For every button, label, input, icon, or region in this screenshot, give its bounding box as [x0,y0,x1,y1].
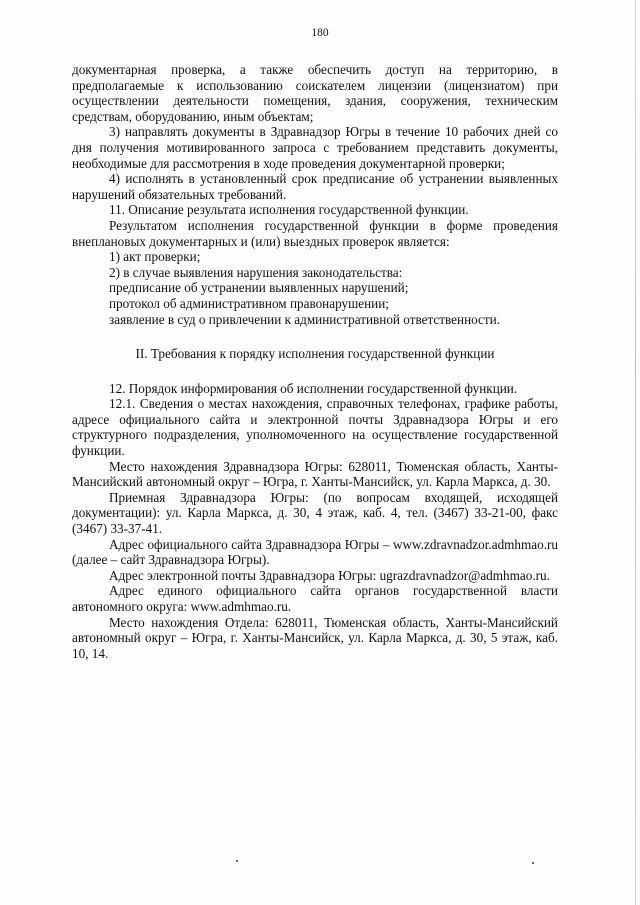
paragraph: Результатом исполнения государственной функции в форме проведения внеплановых документарных и (или) выездных проверок является: [72,217,558,249]
paragraph: 4) исполнять в установленный срок предписание об устранении выявленных нарушений обязательных требований. [72,171,558,202]
paragraph: Адрес единого официального сайта органов государственной власти автономного округа: www.admhmao.ru. [72,583,558,614]
paragraph: Адрес официального сайта Здравнадзора Югры – www.zdravnadzor.admhmao.ru (далее – сайт Здравнадзора Югры). [72,536,558,568]
paragraph: заявление в суд о привлечении к административной ответственности. [109,311,501,327]
paragraph: документарная проверка, а также обеспечить доступ на территорию, в предполагаемые к использованию соискателем лицензии (лицензиатом) при осуществлении деятельности помещения, здания, сооружения, техническим средствам, оборудованию, иным объектам; [72,62,558,124]
scan-speck [532,862,534,864]
paragraph: 1) акт проверки; [109,249,201,265]
paragraph: 2) в случае выявления нарушения законодательства: [109,264,403,280]
paragraph: Приемная Здравнадзора Югры: (по вопросам входящей, исходящей документации): ул. Карла Маркса, д. 30, 4 этаж, каб. 4, тел. (3467) 33-21-00, факс (3467) 33-37-41. [72,489,558,537]
scan-edge [635,0,636,905]
paragraph: протокол об административном правонарушении; [109,295,389,311]
paragraph: Адрес электронной почты Здравнадзора Югры: ugrazdravnadzor@admhmao.ru. [109,567,550,583]
paragraph: 3) направлять документы в Здравнадзор Югры в течение 10 рабочих дней со дня получения мотивированного запроса с требованием представить документы, необходимые для рассмотрения в ходе проведения документарной проверки; [72,124,558,171]
paragraph: 12.1. Сведения о местах нахождения, справочных телефонах, графике работы, адресе официального сайта и электронной почты Здравнадзора Югры и его структурного подразделения, уполномоченного на осуществление государственной функции. [72,396,558,459]
paragraph: 12. Порядок информирования об исполнении государственной функции. [109,380,518,396]
page-number: 180 [311,27,329,39]
paragraph: Место нахождения Здравнадзора Югры: 628011, Тюменская область, Ханты-Мансийский автономный округ – Югра, г. Ханты-Мансийск, ул. Карла Маркса, д. 30. [72,458,558,490]
section-heading: II. Требования к порядку исполнения государственной функции [135,346,495,362]
document-body [72,62,558,661]
scan-speck [236,860,238,862]
paragraph: 11. Описание результата исполнения государственной функции. [109,202,469,218]
paragraph: Место нахождения Отдела: 628011, Тюменская область, Ханты-Мансийский автономный округ – Югра, г. Ханты-Мансийск, ул. Карла Маркса, д. 30, 5 этаж, каб. 10, 14. [72,614,558,661]
paragraph: предписание об устранении выявленных нарушений; [109,280,409,296]
